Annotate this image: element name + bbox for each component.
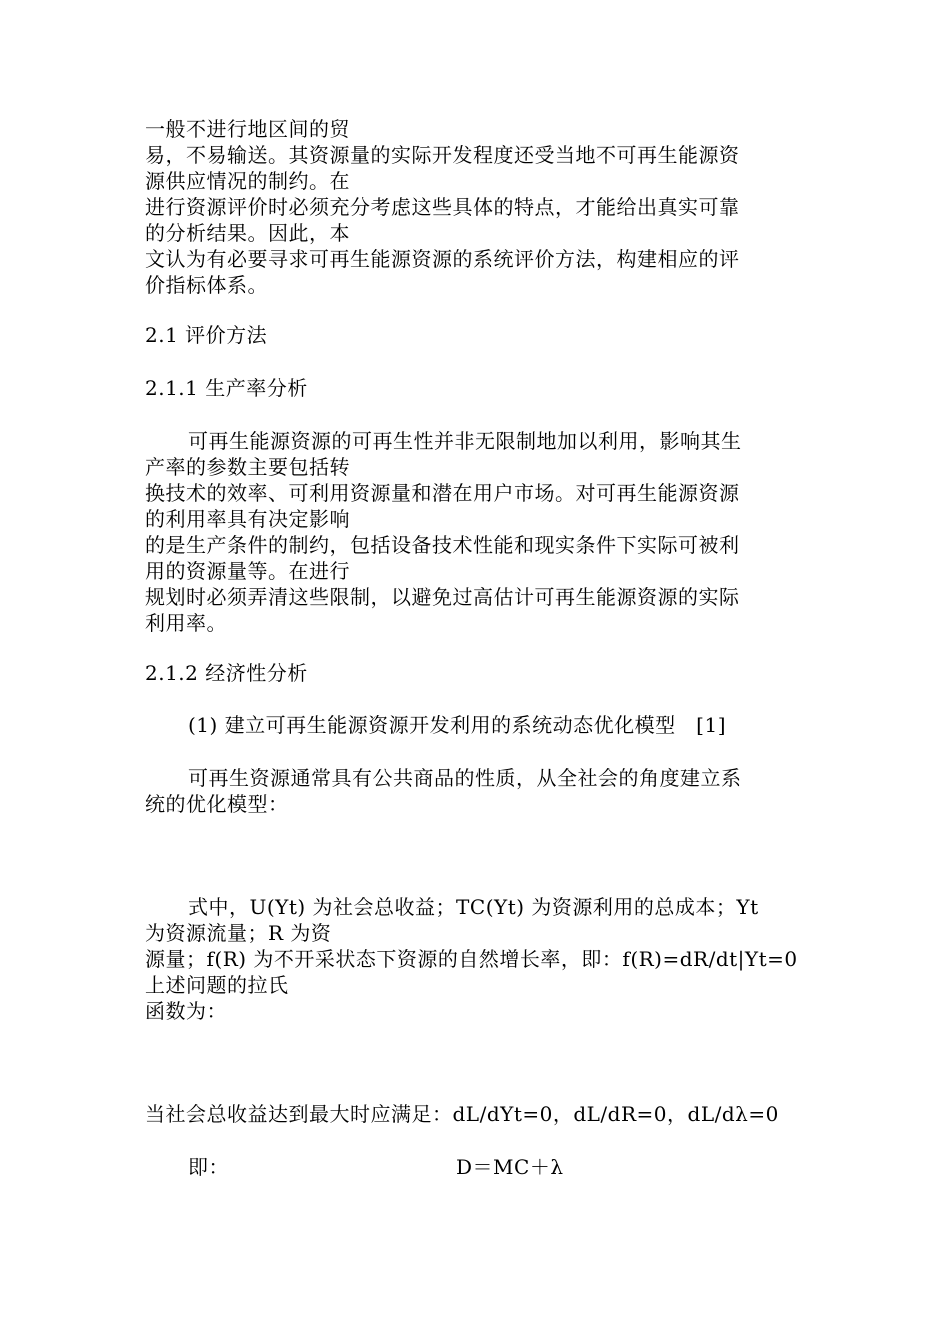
subsection-heading: 2.1.2 经济性分析 (145, 661, 308, 685)
body-line: 源量；f(R) 为不开采状态下资源的自然增长率，即：f(R)=dR/dt|Yt=0 (145, 947, 798, 971)
body-line: 文认为有必要寻求可再生能源资源的系统评价方法，构建相应的评 (145, 247, 740, 271)
body-line: 上述问题的拉氏 (145, 973, 289, 997)
body-line: 利用率。 (145, 611, 227, 635)
body-line: 的利用率具有决定影响 (145, 507, 350, 531)
paragraph-first-line: 可再生能源资源的可再生性并非无限制地加以利用，影响其生 (188, 429, 742, 453)
body-line: 统的优化模型： (145, 792, 289, 816)
body-line: 函数为： (145, 999, 227, 1023)
body-line: 进行资源评价时必须充分考虑这些具体的特点，才能给出真实可靠 (145, 195, 740, 219)
body-line: 用的资源量等。在进行 (145, 559, 350, 583)
paragraph-first-line: 可再生资源通常具有公共商品的性质，从全社会的角度建立系 (188, 766, 742, 790)
body-line: 换技术的效率、可利用资源量和潜在用户市场。对可再生能源资源 (145, 481, 740, 505)
section-heading: 2.1 评价方法 (145, 323, 268, 347)
body-line: 规划时必须弄清这些限制，以避免过高估计可再生能源资源的实际 (145, 585, 740, 609)
condition-line: 当社会总收益达到最大时应满足：dL/dYt=0，dL/dR=0，dL/dλ=0 (145, 1102, 779, 1126)
formula-equation: D＝MC＋λ (456, 1155, 564, 1179)
body-line: 源供应情况的制约。在 (145, 169, 350, 193)
body-line: 的是生产条件的制约，包括设备技术性能和现实条件下实际可被利 (145, 533, 740, 557)
body-line: 易，不易输送。其资源量的实际开发程度还受当地不可再生能源资 (145, 143, 740, 167)
body-line: 一般不进行地区间的贸 (145, 117, 350, 141)
paragraph-first-line: 式中，U(Yt) 为社会总收益；TC(Yt) 为资源利用的总成本；Yt (188, 895, 759, 919)
body-line: 产率的参数主要包括转 (145, 455, 350, 479)
subsection-heading: 2.1.1 生产率分析 (145, 376, 308, 400)
body-line: 的分析结果。因此，本 (145, 221, 350, 245)
model-heading: (1) 建立可再生能源资源开发利用的系统动态优化模型 [1] (188, 713, 727, 737)
formula-label: 即： (188, 1155, 229, 1179)
body-line: 为资源流量；R 为资 (145, 921, 332, 945)
body-line: 价指标体系。 (145, 273, 268, 297)
